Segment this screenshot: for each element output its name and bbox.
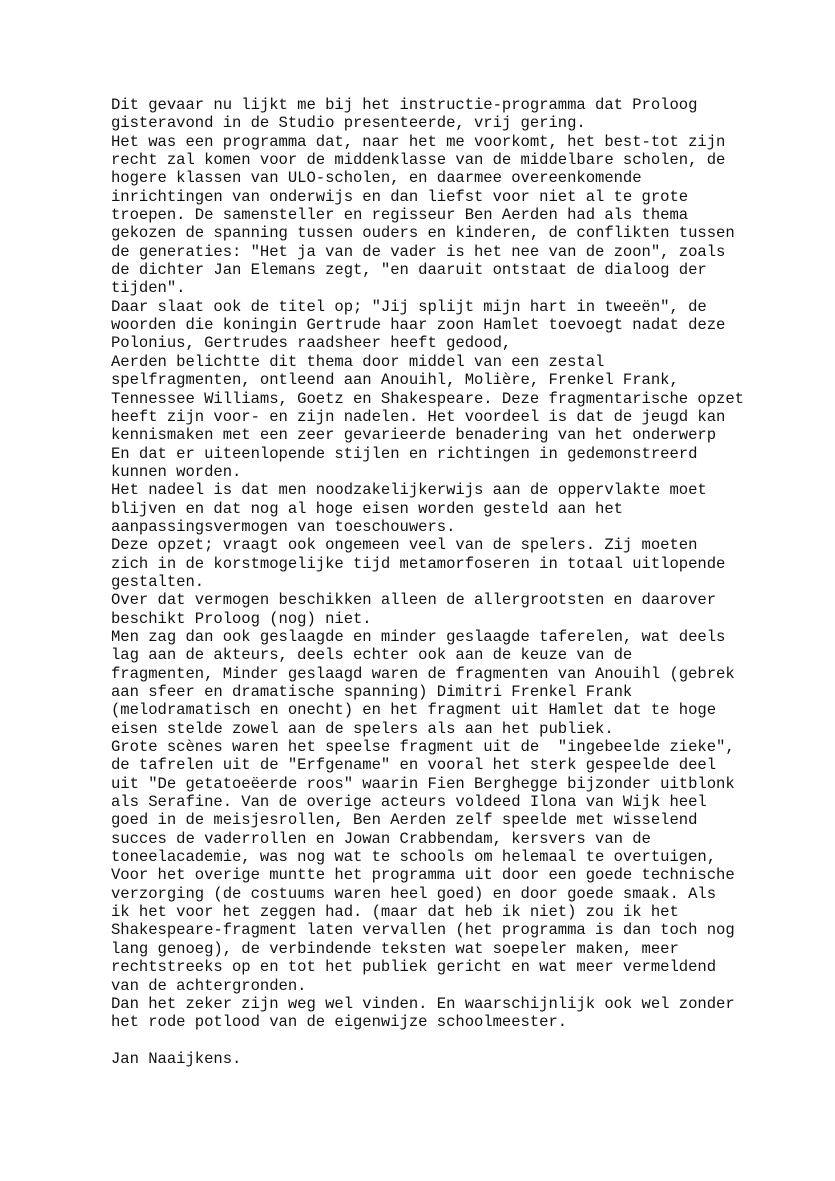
text-line: recht zal komen voor de middenklasse van de middelbare scholen, de [111,151,726,170]
blank-line [111,1032,811,1050]
text-line: Daar slaat ook de titel op; "Jij splijt mijn hart in tweeën", de [111,297,707,316]
text-line: aan sfeer en dramatische spanning) Dimitri Frenkel Frank [111,683,633,701]
text-line: goed in de meisjesrollen, Ben Aerden zelf speelde met wisselend [111,811,698,830]
text-line: gisteravond in de Studio presenteerde, vrij gering. [111,114,586,133]
text-line: fragmenten, Minder geslaagd waren de fragmenten van Anouihl (gebrek [111,664,735,683]
text-line: inrichtingen van onderwijs en dan liefst voor niet al te grote [111,187,689,206]
text-line: aanpassingsvermogen van toeschouwers. [111,517,456,536]
text-line: Het nadeel is dat men noodzakelijkerwijs aan de oppervlakte moet [111,481,707,500]
text-line: het rode potlood van de eigenwijze schoolmeester. [111,1013,568,1032]
text-line: kunnen worden. [111,462,242,481]
text-line: spelfragmenten, ontleend aan Anouihl, Molière, Frenkel Frank, [111,371,679,390]
text-line: de dichter Jan Elemans zegt, "en daaruit ontstaat de dialoog der [111,261,707,280]
text-line: toneelacademie, was nog wat te schools om helemaal te overtuigen, [111,848,717,867]
text-line: heeft zijn voor- en zijn nadelen. Het voordeel is dat de jeugd kan [111,407,726,426]
text-line: Dit gevaar nu lijkt me bij het instructie-programma dat Proloog [111,96,698,114]
text-line: de tafrelen uit de "Erfgename" en vooral het sterk gespeelde deel [111,756,717,775]
text-line: ik het voor het zeggen had. (maar dat heb ik niet) zou ik het [111,903,679,922]
text-line: als Serafine. Van de overige acteurs voldeed Ilona van Wijk heel [111,793,707,812]
text-line: verzorging (de costuums waren heel goed) en door goede smaak. Als [111,884,717,903]
text-line: van de achtergronden. [111,976,307,995]
text-line: En dat er uiteenlopende stijlen en richtingen in gedemonstreerd [111,444,698,463]
text-line: troepen. De samensteller en regisseur Ben Aerden had als thema [111,206,689,225]
text-line: lang genoeg), de verbindende teksten wat soepeler maken, meer [111,939,679,958]
text-line: Tennessee Williams, Goetz en Shakespeare. Deze fragmentarische opzet [111,389,744,408]
text-line: (melodramatisch en onecht) en het fragment uit Hamlet dat te hoge [111,701,717,720]
document-body [111,96,811,1068]
text-line: Shakespeare-fragment laten vervallen (het programma is dan toch nog [111,921,735,940]
text-line: eisen stelde zowel aan de spelers als aan het publiek. [111,719,614,738]
text-line: Deze opzet; vraagt ook ongemeen veel van de spelers. Zij moeten [111,536,698,555]
author-signature: Jan Naaijkens. [111,1049,242,1068]
text-line: uit "De getatoeëerde roos" waarin Fien Berghegge bijzonder uitblonk [111,774,735,793]
text-line: woorden die koningin Gertrude haar zoon Hamlet toevoegt nadat deze [111,316,726,335]
text-line: de generaties: "Het ja van de vader is het nee van de zoon", zoals [111,242,726,261]
text-line: beschikt Proloog (nog) niet. [111,609,372,628]
text-line: Over dat vermogen beschikken alleen de allergrootsten en daarover [111,591,717,610]
text-line: hogere klassen van ULO-scholen, en daarmee overeenkomende [111,169,642,188]
text-line: Grote scènes waren het speelse fragment uit de "ingebeelde zieke", [111,738,735,757]
text-line: gekozen de spanning tussen ouders en kinderen, de conflikten tussen [111,224,735,243]
text-line: zich in de korstmogelijke tijd metamorfoseren in totaal uitlopende [111,554,726,573]
text-line: Dan het zeker zijn weg wel vinden. En waarschijnlijk ook wel zonder [111,994,735,1013]
text-line: blijven en dat nog al hoge eisen worden gesteld aan het [111,499,623,518]
text-line: gestalten. [111,572,205,591]
text-line: Het was een programma dat, naar het me voorkomt, het best-tot zijn [111,132,726,151]
text-line: Aerden belichtte dit thema door middel van een zestal [111,352,605,371]
text-line: lag aan de akteurs, deels echter ook aan de keuze van de [111,646,633,665]
text-line: kennismaken met een zeer gevarieerde benadering van het onderwerp [111,426,717,445]
text-line: Voor het overige muntte het programma uit door een goede technische [111,866,735,885]
text-line: Men zag dan ook geslaagde en minder geslaagde taferelen, wat deels [111,627,726,646]
text-line: succes de vaderrollen en Jowan Crabbendam, kersvers van de [111,829,651,848]
text-line: rechtstreeks op en tot het publiek gericht en wat meer vermeldend [111,958,717,977]
text-line: Polonius, Gertrudes raadsheer heeft gedood, [111,334,512,353]
text-line: tijden". [111,279,186,298]
